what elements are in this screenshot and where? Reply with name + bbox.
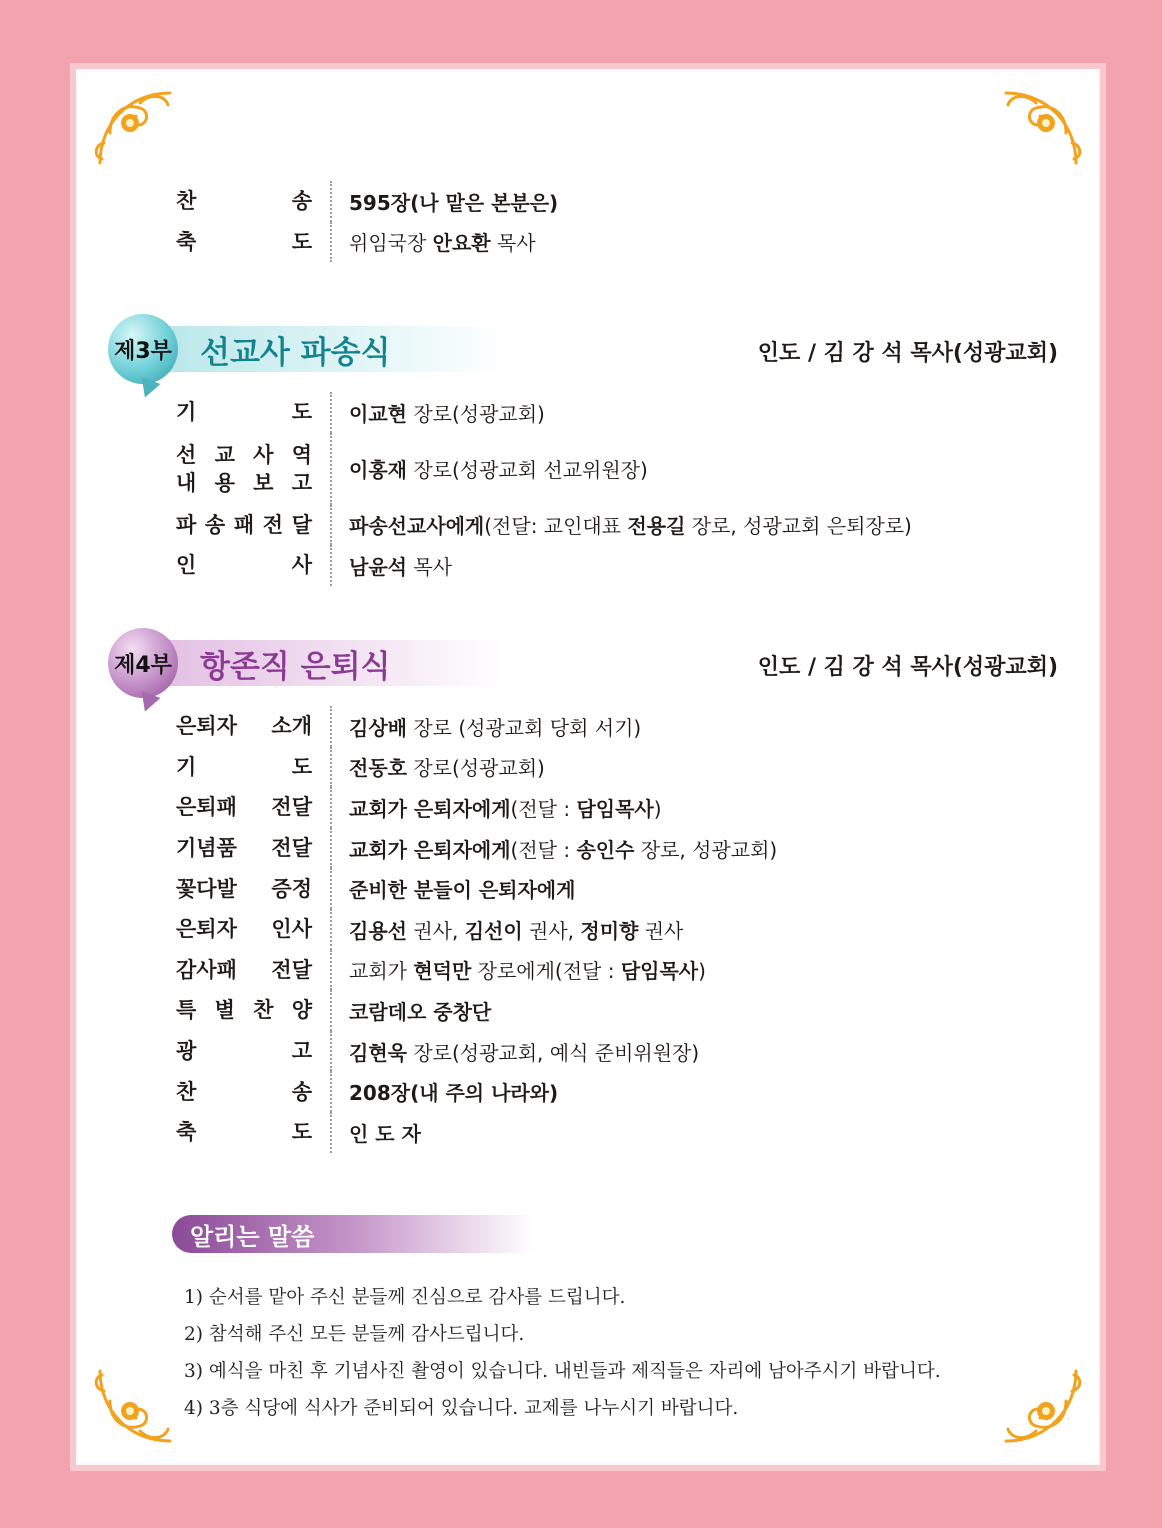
row-label (176, 793, 312, 821)
content-segment: 이홍재 (349, 458, 407, 483)
row-label (176, 712, 312, 740)
label-char: 축 (176, 1120, 197, 1145)
label-char: 도 (291, 754, 312, 779)
row-content (349, 996, 491, 1025)
row-content (349, 1077, 558, 1106)
dotted-separator (330, 433, 332, 505)
content-segment: 장로, 성광교회 은퇴장로) (685, 514, 912, 539)
label-char: 찬 (253, 998, 274, 1023)
label-char: 도 (291, 229, 312, 254)
content-segment: 교회가 은퇴자에게 (349, 837, 511, 862)
label-char: 패 (233, 512, 255, 537)
dotted-separator (330, 787, 332, 828)
dotted-separator (330, 1071, 332, 1112)
label-char: 특 (176, 998, 197, 1023)
program-row (176, 1071, 1056, 1112)
content-segment: 김선이 (464, 918, 523, 943)
program-row (176, 505, 1056, 546)
program-row (176, 433, 1056, 505)
part4-leader: 인도 / 김 강 석 목사(성광교회) (757, 655, 1058, 680)
label-char: 송 (291, 1079, 312, 1104)
page-inner (78, 71, 1098, 1463)
notice-item: 3) 예식을 마친 후 기념사진 촬영이 있습니다. 내빈들과 제직들은 자리에 남아주시기 바랍니다. (184, 1361, 941, 1382)
label-char: 사 (253, 442, 274, 467)
row-label (176, 834, 312, 862)
content-segment: 인 도 자 (349, 1121, 421, 1146)
label-char: 인사 (271, 917, 312, 942)
row-content (349, 793, 662, 822)
content-segment: 위임국장 (349, 231, 433, 256)
content-segment: 현덕만 (413, 959, 472, 984)
program-row (176, 747, 1056, 788)
label-char: 축 (176, 229, 197, 254)
part4-program-list (176, 706, 1056, 1153)
row-label (176, 915, 312, 943)
part4-title: 항존직 은퇴식 (160, 640, 505, 686)
label-char: 기 (176, 754, 197, 779)
program-row (176, 990, 1056, 1031)
corner-ornament-icon (996, 1361, 1086, 1451)
part3-title: 선교사 파송식 (160, 326, 505, 372)
notice-item: 2) 참석해 주신 모든 분들께 감사드립니다. (184, 1324, 525, 1345)
program-row (176, 706, 1056, 747)
content-segment: 정미향 (580, 918, 639, 943)
content-segment: 목사 (490, 231, 536, 256)
row-content (349, 712, 641, 741)
content-segment: 김현욱 (349, 1040, 407, 1065)
dotted-separator (330, 392, 332, 433)
program-row (176, 909, 1056, 950)
label-char: 기 (176, 400, 197, 425)
content-segment: 안요환 (432, 231, 491, 256)
part3-leader: 인도 / 김 강 석 목사(성광교회) (757, 341, 1058, 366)
dotted-separator (330, 868, 332, 909)
row-label (176, 511, 312, 539)
part4-header (108, 628, 1058, 718)
row-content (349, 510, 912, 539)
label-char: 전달 (271, 836, 312, 861)
row-content (349, 834, 777, 863)
row-label (176, 441, 312, 497)
row-label (176, 875, 312, 903)
content-segment: 담임목사 (620, 959, 699, 984)
label-char: 꽃다발 (176, 876, 237, 901)
dotted-separator (330, 545, 332, 586)
corner-ornament-icon (996, 83, 1086, 173)
label-char: 용 (214, 470, 235, 495)
label-char: 전 (262, 512, 284, 537)
program-row (176, 1112, 1056, 1153)
notice-item: 4) 3층 식당에 식사가 준비되어 있습니다. 교제를 나누시기 바랍니다. (184, 1398, 739, 1419)
label-char: 찬 (176, 189, 197, 214)
label-char: 기념품 (176, 836, 237, 861)
row-label (176, 956, 312, 984)
content-segment: 코람데오 중창단 (349, 999, 492, 1024)
program-row (176, 950, 1056, 991)
program-row (176, 222, 1056, 263)
row-label (176, 1078, 312, 1106)
content-segment: 전동호 (349, 756, 407, 781)
dotted-separator (330, 990, 332, 1031)
dotted-separator (330, 828, 332, 869)
program-row (176, 545, 1056, 586)
dotted-separator (330, 505, 332, 546)
label-char: 내 (176, 470, 197, 495)
dotted-separator (330, 181, 332, 222)
row-content (349, 227, 536, 256)
row-content (349, 955, 706, 984)
label-char: 증정 (271, 876, 312, 901)
content-segment: (전달 : (510, 837, 577, 862)
content-segment: 이교현 (349, 401, 407, 426)
label-char: 은퇴자 (176, 714, 237, 739)
row-content (349, 874, 575, 903)
notice-title: 알리는 말씀 (172, 1215, 534, 1253)
content-segment: 담임목사 (576, 796, 654, 821)
row-label (176, 551, 312, 579)
dotted-separator (330, 909, 332, 950)
label-char: 송 (291, 189, 312, 214)
label-char: 교 (214, 442, 235, 467)
row-label (176, 1037, 312, 1065)
label-char: 파 (176, 512, 197, 537)
label-char: 선 (176, 442, 197, 467)
dotted-separator (330, 950, 332, 991)
label-char: 양 (291, 998, 312, 1023)
program-row (176, 181, 1056, 222)
label-char: 광 (176, 1039, 197, 1064)
part3-header (108, 314, 1058, 404)
content-segment: 595장(나 맡은 본분은) (349, 190, 559, 215)
content-segment: 장로 (성광교회 당회 서기) (406, 715, 642, 740)
content-segment: 권사, (522, 918, 581, 943)
program-row (176, 787, 1056, 828)
label-char: 달 (291, 512, 312, 537)
label-char: 고 (291, 1039, 312, 1064)
part4-badge: 제4부 (108, 628, 178, 698)
content-segment: 장로(성광교회, 예식 준비위원장) (406, 1040, 700, 1065)
content-segment: 김상배 (349, 715, 407, 740)
part3-badge: 제3부 (108, 314, 178, 384)
label-char: 도 (291, 400, 312, 425)
content-segment: 목사 (406, 554, 452, 579)
row-content (349, 187, 558, 216)
label-char: 도 (291, 1120, 312, 1145)
program-page (70, 63, 1106, 1471)
row-label (176, 996, 312, 1024)
content-segment: 송인수 (576, 837, 635, 862)
row-label (176, 1118, 312, 1146)
content-segment: 장로(성광교회) (406, 756, 545, 781)
label-char: 찬 (176, 1079, 197, 1104)
dotted-separator (330, 747, 332, 788)
program-row (176, 828, 1056, 869)
content-segment: 208장(내 주의 나라와) (349, 1081, 559, 1106)
top-program-list (176, 181, 1056, 262)
content-segment: 장로(성광교회) (406, 401, 545, 426)
label-char: 은퇴패 (176, 795, 237, 820)
row-label (176, 398, 312, 426)
corner-ornament-icon (90, 1361, 180, 1451)
dotted-separator (330, 706, 332, 747)
content-segment: 장로에게(전달 : (471, 959, 621, 984)
dotted-separator (330, 222, 332, 263)
content-segment: 장로(성광교회 선교위원장) (406, 458, 648, 483)
dotted-separator (330, 1112, 332, 1153)
content-segment: 권사, (406, 918, 465, 943)
content-segment: 교회가 은퇴자에게 (349, 796, 511, 821)
corner-ornament-icon (90, 83, 180, 173)
content-segment: 전용길 (627, 514, 686, 539)
content-segment: 남윤석 (349, 554, 407, 579)
notice-list (184, 1279, 941, 1427)
content-segment: (전달 : (510, 796, 577, 821)
label-char: 역 (291, 442, 312, 467)
content-segment: ) (653, 796, 662, 821)
row-content (349, 1037, 699, 1066)
label-char: 은퇴자 (176, 917, 237, 942)
content-segment: 김용선 (349, 918, 407, 943)
content-segment: 파송선교사에게 (349, 514, 485, 539)
label-char: 인 (176, 553, 197, 578)
row-content (349, 454, 648, 483)
content-segment: 교회가 (349, 959, 414, 984)
dotted-separator (330, 1031, 332, 1072)
content-segment: 준비한 분들이 은퇴자에게 (349, 878, 576, 903)
row-content (349, 551, 452, 580)
notice-item: 1) 순서를 맡아 주신 분들께 진심으로 감사를 드립니다. (184, 1287, 626, 1308)
program-row (176, 1031, 1056, 1072)
label-char: 별 (214, 998, 235, 1023)
label-char: 전달 (271, 795, 312, 820)
label-char: 송 (204, 512, 226, 537)
label-char: 고 (291, 470, 312, 495)
program-row (176, 868, 1056, 909)
row-content (349, 915, 683, 944)
row-label (176, 753, 312, 781)
label-char: 전달 (271, 957, 312, 982)
program-row (176, 392, 1056, 433)
row-content (349, 752, 545, 781)
part3-program-list (176, 392, 1056, 586)
row-label (176, 187, 312, 215)
row-content (349, 398, 545, 427)
content-segment: ) (698, 959, 706, 984)
content-segment: 권사 (638, 918, 684, 943)
content-segment: 장로, 성광교회) (634, 837, 778, 862)
content-segment: (전달: 교인대표 (484, 514, 628, 539)
label-char: 사 (291, 553, 312, 578)
label-char: 보 (253, 470, 274, 495)
row-content (349, 1118, 421, 1147)
label-char: 소개 (271, 714, 312, 739)
row-label (176, 228, 312, 256)
label-char: 감사패 (176, 957, 237, 982)
